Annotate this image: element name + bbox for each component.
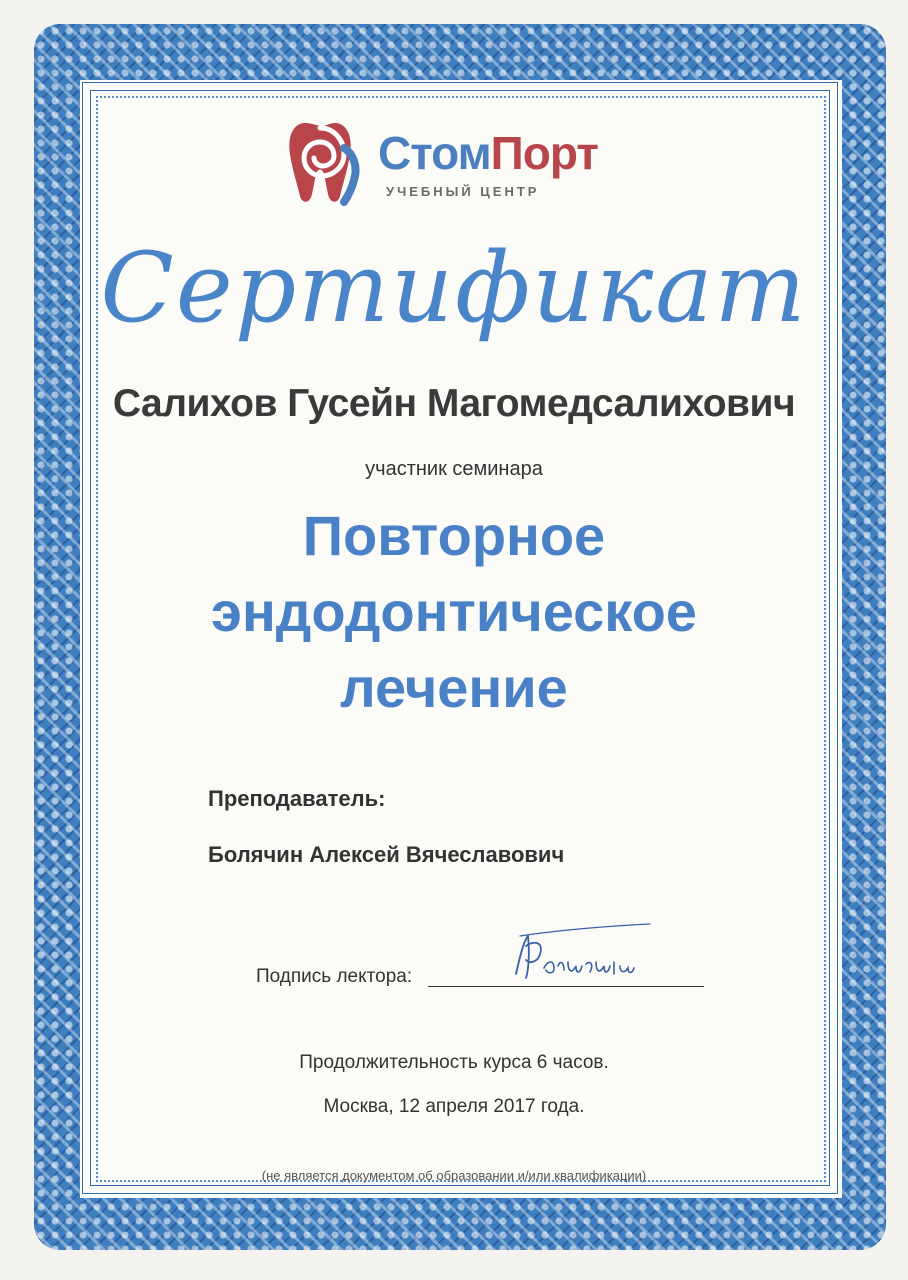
recipient-role: участник семинара [365,458,543,480]
lecturer-label: Преподаватель: [208,786,386,811]
brand-name [378,126,598,180]
course-duration: Продолжительность курса 6 часов. [299,1052,609,1073]
course-title [0,498,908,726]
brand-name-part1: Стом [378,127,491,179]
course-title-line: Повторное [302,504,606,567]
recipient-name: Салихов Гусейн Магомедсалихович [112,382,796,425]
handwritten-signature [510,916,660,996]
brand-name-part2: Порт [490,127,598,179]
disclaimer-note: (не является документом об образовании и/или квалификации) [261,1168,647,1183]
tooth-logo-icon [286,118,364,206]
place-and-date: Москва, 12 апреля 2017 года. [323,1096,585,1117]
stomport-logo [286,118,646,210]
certificate-title: Сертификат [100,232,808,344]
signature-label: Подпись лектора: [256,966,413,987]
course-title-line: эндодонтическое [211,580,697,643]
lecturer-name: Болячин Алексей Вячеславович [208,842,565,867]
course-title-line: лечение [340,656,568,719]
brand-subtitle: УЧЕБНЫЙ ЦЕНТР [386,184,540,199]
